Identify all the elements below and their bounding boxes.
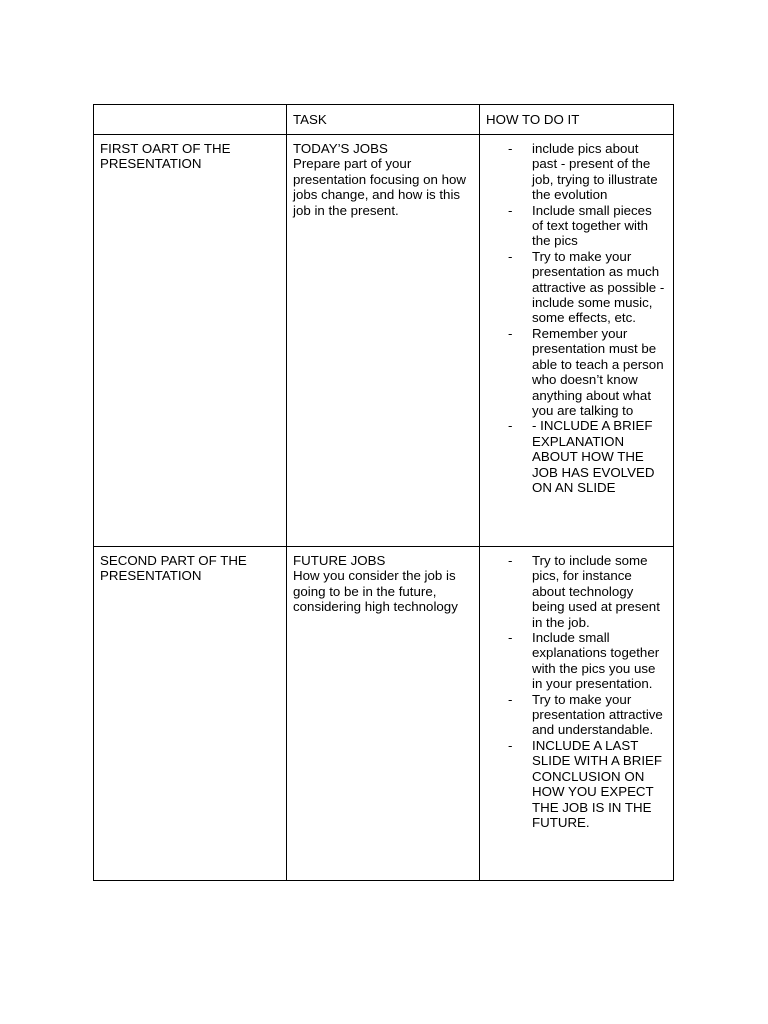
list-item-text: Try to make your presentation as much attractive as possible - include some music, some effects, etc. [532,248,665,326]
list-item-text: INCLUDE A LAST SLIDE WITH A BRIEF CONCLUSION ON HOW YOU EXPECT THE JOB IS IN THE FUTURE. [532,737,663,830]
list-item-text: - INCLUDE A BRIEF EXPLANATION ABOUT HOW THE JOB HAS EVOLVED ON AN SLIDE [532,418,655,495]
how-to-list [486,553,667,830]
dash-bullet: - [508,202,513,218]
task-title: FUTURE JOBS [293,553,386,568]
presentation-plan-table [93,104,674,881]
list-item [486,203,667,249]
list-item-text: Remember your presentation must be able to teach a person who doesn’t know anything about what you are talking to [532,325,664,418]
header-cell-task: TASK [287,105,480,135]
list-item-text: include pics about past - present of the job, trying to illustrate the evolution [532,141,658,203]
list-item [486,553,667,630]
list-item [486,692,667,738]
part-cell: FIRST OART OF THE PRESENTATION [94,135,287,547]
task-cell [287,547,480,881]
dash-bullet: - [508,418,513,434]
dash-bullet: - [508,325,513,341]
list-item [486,630,667,692]
list-item [486,418,667,495]
list-item [486,738,667,830]
list-item-text: Include small pieces of text together with the pics [532,202,652,249]
task-description: How you consider the job is going to be in the future, considering high technology [293,568,458,615]
how-to-cell [480,135,674,547]
task-cell [287,135,480,547]
dash-bullet: - [508,248,513,264]
list-item-text: Try to make your presentation attractive and understandable. [532,691,663,738]
dash-bullet: - [508,553,513,568]
list-item-text: Include small explanations together with the pics you use in your presentation. [532,630,660,692]
dash-bullet: - [508,141,513,156]
part-cell: SECOND PART OF THE PRESENTATION [94,547,287,881]
header-cell-empty [94,105,287,135]
list-item [486,141,667,203]
header-cell-how-to-do-it: HOW TO DO IT [480,105,674,135]
table-header-row [94,105,674,135]
list-item-text: Try to include some pics, for instance about technology being used at present in the job. [532,553,660,630]
list-item [486,249,667,326]
how-to-list [486,141,667,495]
dash-bullet: - [508,630,513,646]
table-row-second-part [94,547,674,881]
dash-bullet: - [508,737,513,753]
table-row-first-part [94,135,674,547]
dash-bullet: - [508,691,513,707]
list-item [486,326,667,418]
task-title: TODAY’S JOBS [293,141,388,156]
how-to-cell [480,547,674,881]
task-description: Prepare part of your presentation focusing on how jobs change, and how is this job in the present. [293,156,466,218]
